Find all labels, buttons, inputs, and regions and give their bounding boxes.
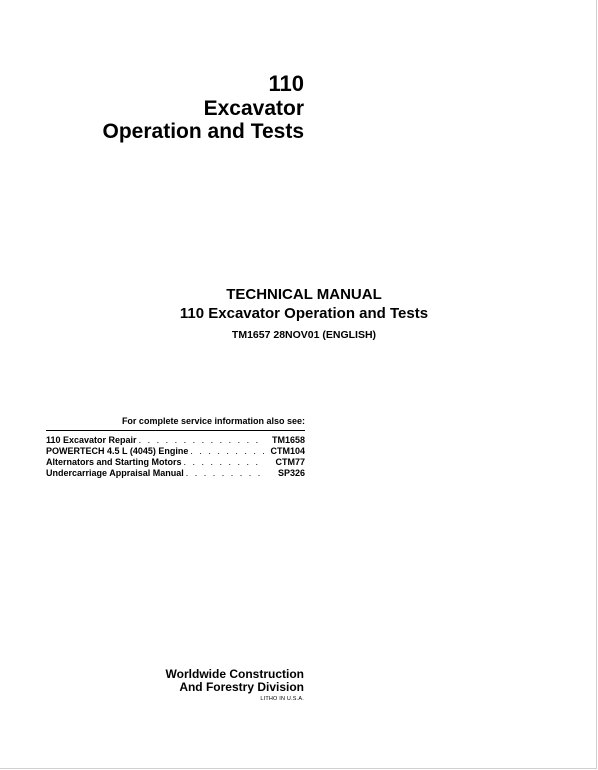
manual-info [154, 285, 454, 342]
list-item [46, 457, 305, 468]
ref-title: Alternators and Starting Motors [46, 457, 182, 467]
list-item [46, 446, 305, 457]
dot-leader [190, 446, 264, 457]
ref-title: POWERTECH 4.5 L (4045) Engine [46, 446, 189, 456]
list-item [46, 468, 305, 479]
ref-number: CTM77 [275, 457, 305, 467]
list-item [46, 435, 305, 446]
related-manuals [46, 415, 305, 479]
ref-number: SP326 [277, 468, 305, 478]
division-line-2: And Forestry Division [179, 680, 304, 694]
dot-leader [139, 435, 264, 446]
cover-title [103, 72, 304, 144]
model-number: 110 [268, 71, 304, 96]
ref-number: CTM104 [270, 446, 305, 456]
dot-leader [186, 468, 264, 479]
division-line-1: Worldwide Construction [165, 667, 304, 681]
manual-subject: Operation and Tests [102, 120, 304, 144]
ref-title: 110 Excavator Repair [46, 435, 137, 445]
manual-subtitle: 110 Excavator Operation and Tests [179, 305, 429, 322]
division-info [166, 668, 304, 703]
dot-leader [184, 457, 264, 468]
manual-code: TM1657 28NOV01 (ENGLISH) [231, 329, 377, 341]
related-manuals-heading: For complete service information also see: [46, 415, 305, 431]
machine-name: Excavator [203, 96, 304, 120]
litho-notice: LITHO IN U.S.A. [260, 696, 304, 702]
manual-heading: TECHNICAL MANUAL [226, 286, 382, 303]
related-manuals-list [46, 435, 305, 479]
ref-title: Undercarriage Appraisal Manual [46, 468, 184, 478]
ref-number: TM1658 [271, 435, 305, 445]
